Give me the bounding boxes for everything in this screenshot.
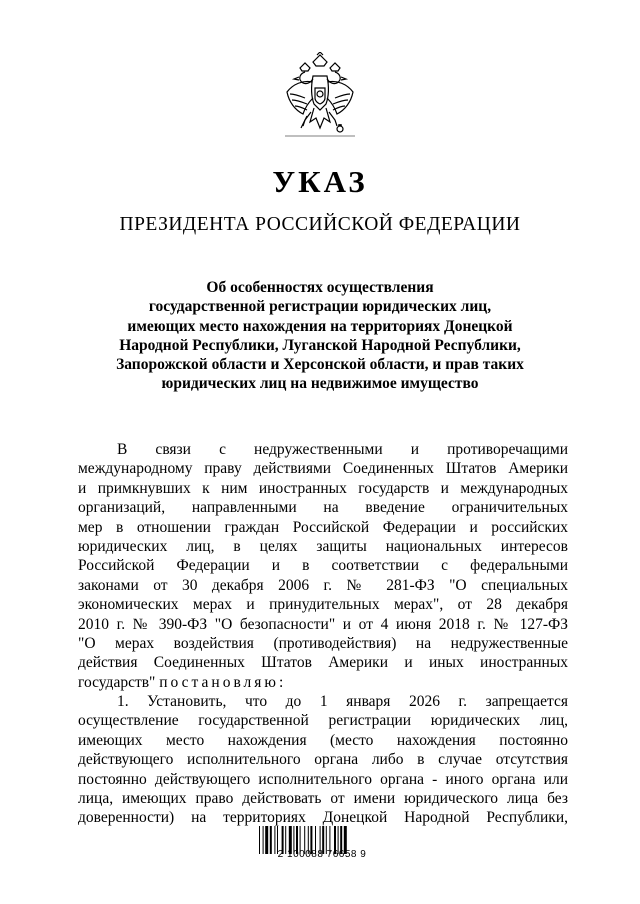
body-line-with-decree-word (78, 673, 568, 692)
decree-word: постановляю: (159, 673, 287, 691)
document-type-heading: УКАЗ (272, 164, 368, 199)
barcode-number: 2 100088 76658 9 (277, 849, 367, 860)
body-line: Российской Федерации и в соответствии с федеральными (78, 557, 568, 575)
body-line: постоянно действующего исполнительного органа - иного органа или (78, 770, 568, 788)
body-line: имеющих место нахождения (место нахождения постоянно (78, 731, 568, 749)
title-line: Народной Республики, Луганской Народной Республики, (119, 336, 521, 354)
title-line: юридических лиц на недвижимое имущество (161, 375, 479, 393)
body-line: международному праву действиями Соединенных Штатов Америки (78, 460, 568, 478)
title-line: государственной регистрации юридических лиц, (148, 298, 492, 316)
body-line: юридических лиц, в целях защиты национальных интересов (78, 537, 568, 555)
body-line: доверенности) на территориях Донецкой Народной Республики, (78, 809, 568, 827)
title-line: Об особенностях осуществления (206, 279, 434, 296)
title-line: Запорожской области и Херсонской области, и прав таких (116, 356, 524, 374)
double-headed-eagle-emblem-icon (283, 52, 357, 142)
body-line: государств" (78, 673, 156, 691)
decree-body (78, 440, 568, 828)
body-line: мер в отношении граждан Российской Федерации и российских (78, 518, 568, 536)
body-line: действия Соединенных Штатов Америки и иных иностранных (78, 654, 568, 672)
body-line: законами от 30 декабря 2006 г. № 281-ФЗ "О специальных (78, 576, 568, 594)
body-line: 2010 г. № 390-ФЗ "О безопасности" и от 4 июня 2018 г. № 127-ФЗ (78, 615, 568, 633)
decree-title (90, 278, 550, 394)
issuer-heading: ПРЕЗИДЕНТА РОССИЙСКОЙ ФЕДЕРАЦИИ (119, 214, 521, 235)
body-line: лица, имеющих право действовать от имени юридического лица без (78, 790, 568, 808)
body-line: В связи с недружественными и противоречащими (117, 441, 568, 458)
body-line: действующего исполнительного органа либо в случае отсутствия (78, 751, 568, 769)
body-line: организаций, направленными на введение ограничительных (78, 499, 568, 517)
body-line: "О мерах воздействия (противодействия) на недружественные (78, 634, 568, 652)
title-line: имеющих место нахождения на территориях Донецкой (127, 317, 513, 335)
body-line: и примкнувших к ним иностранных государств и международных (78, 479, 568, 497)
body-line: осуществление государственной регистрации юридических лиц, (78, 712, 568, 730)
body-line: экономических мерах и принудительных мерах", от 28 декабря (78, 596, 568, 614)
body-line: 1. Установить, что до 1 января 2026 г. запрещается (117, 693, 568, 711)
